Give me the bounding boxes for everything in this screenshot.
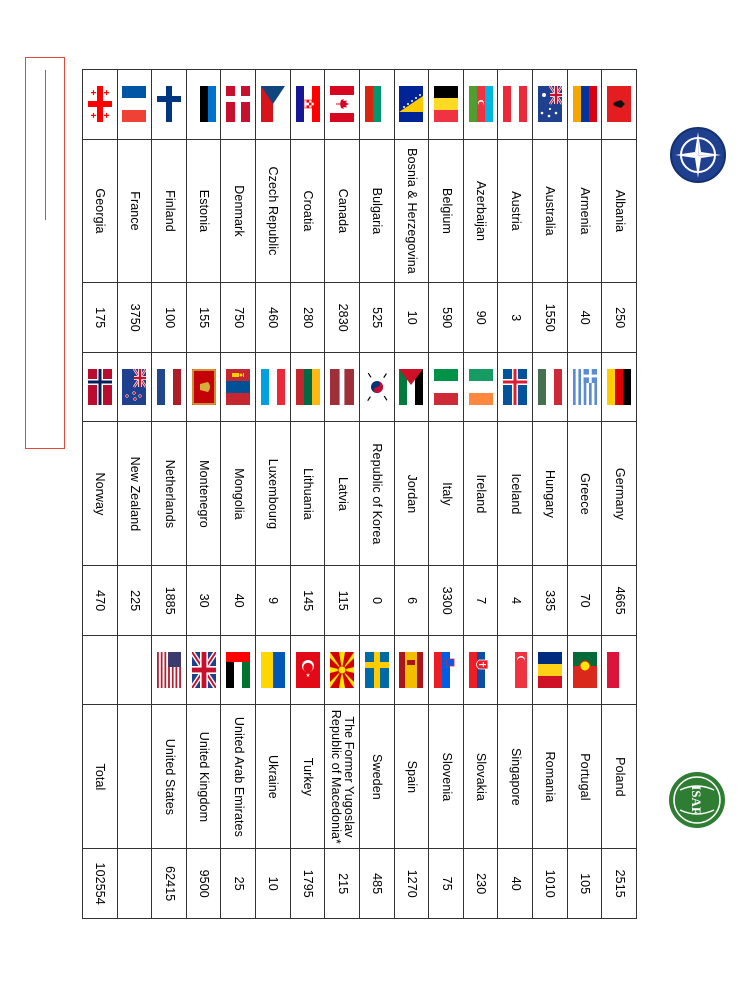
singapore-flag-icon [498, 635, 533, 705]
country-name [602, 705, 637, 849]
country-name [463, 422, 498, 566]
latvia-flag-icon [325, 352, 360, 422]
contributors-table-wrapper [82, 69, 637, 919]
country-name [394, 139, 429, 283]
country-label: United States [162, 738, 177, 816]
troop-count: 1550 [533, 283, 568, 353]
troop-count: 6 [394, 566, 429, 636]
troop-count: 230 [463, 849, 498, 919]
table-row [290, 70, 325, 919]
slovakia-flag-icon [463, 635, 498, 705]
slovenia-flag-icon [429, 635, 464, 705]
troop-count: 1270 [394, 849, 429, 919]
country-label: Ukraine [266, 755, 281, 799]
table-row [360, 70, 395, 919]
troop-count: 25 [221, 849, 256, 919]
country-name [533, 422, 568, 566]
troop-count: 2830 [325, 283, 360, 353]
lithuania-flag-icon [290, 352, 325, 422]
isaf-emblem-icon [666, 770, 728, 830]
troop-count: 215 [325, 849, 360, 919]
bosnia-flag-icon [394, 70, 429, 140]
country-name [83, 139, 118, 283]
table-row [429, 70, 464, 919]
troop-count: 155 [186, 283, 221, 353]
romania-flag-icon [533, 635, 568, 705]
country-name [567, 705, 602, 849]
country-name [256, 705, 291, 849]
country-label: Bulgaria [370, 187, 385, 235]
troop-count: 2515 [602, 849, 637, 919]
table-row [186, 70, 221, 919]
country-label: Italy [439, 482, 454, 506]
table-row [83, 70, 118, 919]
country-label: Mongolia [231, 468, 246, 520]
troop-count: 525 [360, 283, 395, 353]
table-row [256, 70, 291, 919]
country-name [463, 705, 498, 849]
montenegro-flag-icon [186, 352, 221, 422]
iceland-flag-icon [498, 352, 533, 422]
country-name [498, 705, 533, 849]
country-name [152, 139, 187, 283]
albania-flag-icon [602, 70, 637, 140]
troop-count: 335 [533, 566, 568, 636]
troop-count: 9500 [186, 849, 221, 919]
country-label: Luxembourg [266, 458, 281, 530]
country-label: Montenegro [197, 460, 212, 528]
country-label: Australia [543, 186, 558, 236]
country-name [394, 705, 429, 849]
austria-flag-icon [498, 70, 533, 140]
troop-count: 40 [567, 283, 602, 353]
korea-flag-icon [360, 352, 395, 422]
country-label: Romania [543, 751, 558, 803]
country-label: Norway [93, 472, 108, 516]
country-name [567, 422, 602, 566]
australia-flag-icon [533, 70, 568, 140]
table-row [117, 70, 152, 919]
country-name [290, 422, 325, 566]
troop-count: 280 [290, 283, 325, 353]
country-label: Spain [405, 760, 419, 794]
contributors-table [82, 69, 637, 919]
country-label: Republic of Korea [370, 443, 385, 545]
table-row [394, 70, 429, 919]
table-row [533, 70, 568, 919]
troop-count: 100 [152, 283, 187, 353]
country-name [83, 705, 118, 849]
troop-count: 4 [498, 566, 533, 636]
isaf-text: ISAF [689, 785, 704, 815]
georgia-flag-icon [83, 70, 118, 140]
jordan-flag-icon [394, 352, 429, 422]
country-label: Denmark [231, 185, 246, 237]
canada-flag-icon [325, 70, 360, 140]
country-label: Poland [612, 757, 627, 797]
ireland-flag-icon [463, 352, 498, 422]
czech-flag-icon [256, 70, 291, 140]
country-label: Croatia [301, 190, 316, 232]
netherlands-flag-icon [152, 352, 187, 422]
country-name [83, 422, 118, 566]
country-name [290, 705, 325, 849]
contributors-table-rotated [82, 69, 637, 919]
country-name [498, 139, 533, 283]
troop-count: 30 [186, 566, 221, 636]
troop-count: 75 [429, 849, 464, 919]
country-label: Germany [612, 467, 627, 520]
country-label: Georgia [93, 188, 108, 234]
troop-count: 1010 [533, 849, 568, 919]
country-name [533, 139, 568, 283]
country-label: Belgium [439, 188, 454, 234]
hungary-flag-icon [533, 352, 568, 422]
uk-flag-icon [186, 635, 221, 705]
armenia-flag-icon [567, 70, 602, 140]
country-label: Iceland [508, 473, 523, 515]
azerbaijan-flag-icon [463, 70, 498, 140]
country-name [325, 705, 360, 849]
table-row [498, 70, 533, 919]
country-label: Slovenia [439, 752, 454, 802]
turkey-flag-icon [290, 635, 325, 705]
troop-count: 3750 [117, 283, 152, 353]
country-label: Lithuania [301, 468, 316, 520]
estonia-flag-icon [186, 70, 221, 140]
country-name [325, 422, 360, 566]
belgium-flag-icon [429, 70, 464, 140]
country-name [221, 422, 256, 566]
country-name [429, 705, 464, 849]
country-name [186, 139, 221, 283]
troop-count: 9 [256, 566, 291, 636]
sweden-flag-icon [360, 635, 395, 705]
country-label: Turkey [301, 757, 316, 797]
country-label: United Kingdom [197, 731, 212, 823]
country-name [602, 422, 637, 566]
country-name [221, 705, 256, 849]
table-row [221, 70, 256, 919]
country-label: Ireland [474, 474, 489, 514]
table-row [602, 70, 637, 919]
country-label: Hungary [543, 469, 558, 518]
country-name [360, 139, 395, 283]
nato-emblem-icon [668, 126, 728, 184]
country-label: United Arab Emirates [231, 716, 246, 837]
country-name [290, 139, 325, 283]
table-row [325, 70, 360, 919]
country-label: Latvia [335, 476, 350, 511]
country-name [152, 422, 187, 566]
country-label: France [128, 191, 142, 231]
uae-flag-icon [221, 635, 256, 705]
macedonia-flag-icon [325, 635, 360, 705]
country-label: Singapore [508, 747, 523, 806]
poland-flag-icon [602, 635, 637, 705]
troop-count: 175 [83, 283, 118, 353]
country-label: The Former Yugoslav Republic of Macedonia* [329, 709, 357, 845]
country-name [429, 422, 464, 566]
country-name [567, 139, 602, 283]
country-name [117, 422, 152, 566]
luxembourg-flag-icon [256, 352, 291, 422]
country-label: New Zealand [128, 456, 142, 532]
country-label: Austria [508, 191, 523, 231]
country-name [186, 422, 221, 566]
troop-count: 105 [567, 849, 602, 919]
france-flag-icon [117, 70, 152, 140]
troop-count: 90 [463, 283, 498, 353]
newzealand-flag-icon [117, 352, 152, 422]
troop-count: 3300 [429, 566, 464, 636]
troop-count: 1795 [290, 849, 325, 919]
table-row [463, 70, 498, 919]
troop-count: 225 [117, 566, 152, 636]
troop-count [117, 849, 152, 919]
troop-count: 460 [256, 283, 291, 353]
troop-count: 1885 [152, 566, 187, 636]
table-row [567, 70, 602, 919]
country-label: Greece [578, 473, 593, 515]
troop-count: 470 [83, 566, 118, 636]
ukraine-flag-icon [256, 635, 291, 705]
troop-count: 3 [498, 283, 533, 353]
country-label: Armenia [578, 187, 593, 235]
country-label: Finland [162, 190, 177, 232]
croatia-flag-icon [290, 70, 325, 140]
country-name [429, 139, 464, 283]
denmark-flag-icon [221, 70, 256, 140]
bulgaria-flag-icon [360, 70, 395, 140]
country-name [463, 139, 498, 283]
country-label: Jordan [405, 474, 419, 514]
troop-count: 62415 [152, 849, 187, 919]
country-label: Bosnia & Herzegovina [405, 148, 419, 274]
country-label: Sweden [370, 754, 385, 800]
country-label: Canada [335, 188, 350, 234]
troop-count: 40 [498, 849, 533, 919]
country-label: Albania [612, 189, 627, 233]
country-name [498, 422, 533, 566]
troop-count: 10 [256, 849, 291, 919]
troop-count: 0 [360, 566, 395, 636]
country-label: Slovakia [474, 752, 489, 801]
table-row [152, 70, 187, 919]
country-name [117, 139, 152, 283]
troop-count: 250 [602, 283, 637, 353]
country-name [221, 139, 256, 283]
country-label: Portugal [578, 753, 593, 801]
country-label: Estonia [197, 189, 212, 233]
troop-count: 40 [221, 566, 256, 636]
portugal-flag-icon [567, 635, 602, 705]
country-label: Czech Republic [266, 166, 281, 256]
troop-count: 70 [567, 566, 602, 636]
country-name [256, 139, 291, 283]
troop-count: 7 [463, 566, 498, 636]
troop-count: 10 [394, 283, 429, 353]
empty-flag-cell [117, 635, 152, 705]
country-name [117, 705, 152, 849]
germany-flag-icon [602, 352, 637, 422]
troop-count: 590 [429, 283, 464, 353]
troop-count: 102554 [83, 849, 118, 919]
usa-flag-icon [152, 635, 187, 705]
italy-flag-icon [429, 352, 464, 422]
country-name [256, 422, 291, 566]
troop-count: 115 [325, 566, 360, 636]
notes-line [45, 70, 46, 220]
troop-count: 4665 [602, 566, 637, 636]
country-name [602, 139, 637, 283]
notes-box [25, 57, 65, 449]
country-label: Netherlands [162, 459, 177, 529]
country-name [360, 705, 395, 849]
troop-count: 485 [360, 849, 395, 919]
norway-flag-icon [83, 352, 118, 422]
mongolia-flag-icon [221, 352, 256, 422]
troop-count: 145 [290, 566, 325, 636]
country-label: Total [93, 763, 108, 791]
country-name [394, 422, 429, 566]
spain-flag-icon [394, 635, 429, 705]
troop-count: 750 [221, 283, 256, 353]
empty-flag-cell [83, 635, 118, 705]
country-name [152, 705, 187, 849]
finland-flag-icon [152, 70, 187, 140]
country-name [325, 139, 360, 283]
country-name [186, 705, 221, 849]
country-label: Azerbaijan [474, 180, 489, 242]
country-name [360, 422, 395, 566]
country-name [533, 705, 568, 849]
greece-flag-icon [567, 352, 602, 422]
